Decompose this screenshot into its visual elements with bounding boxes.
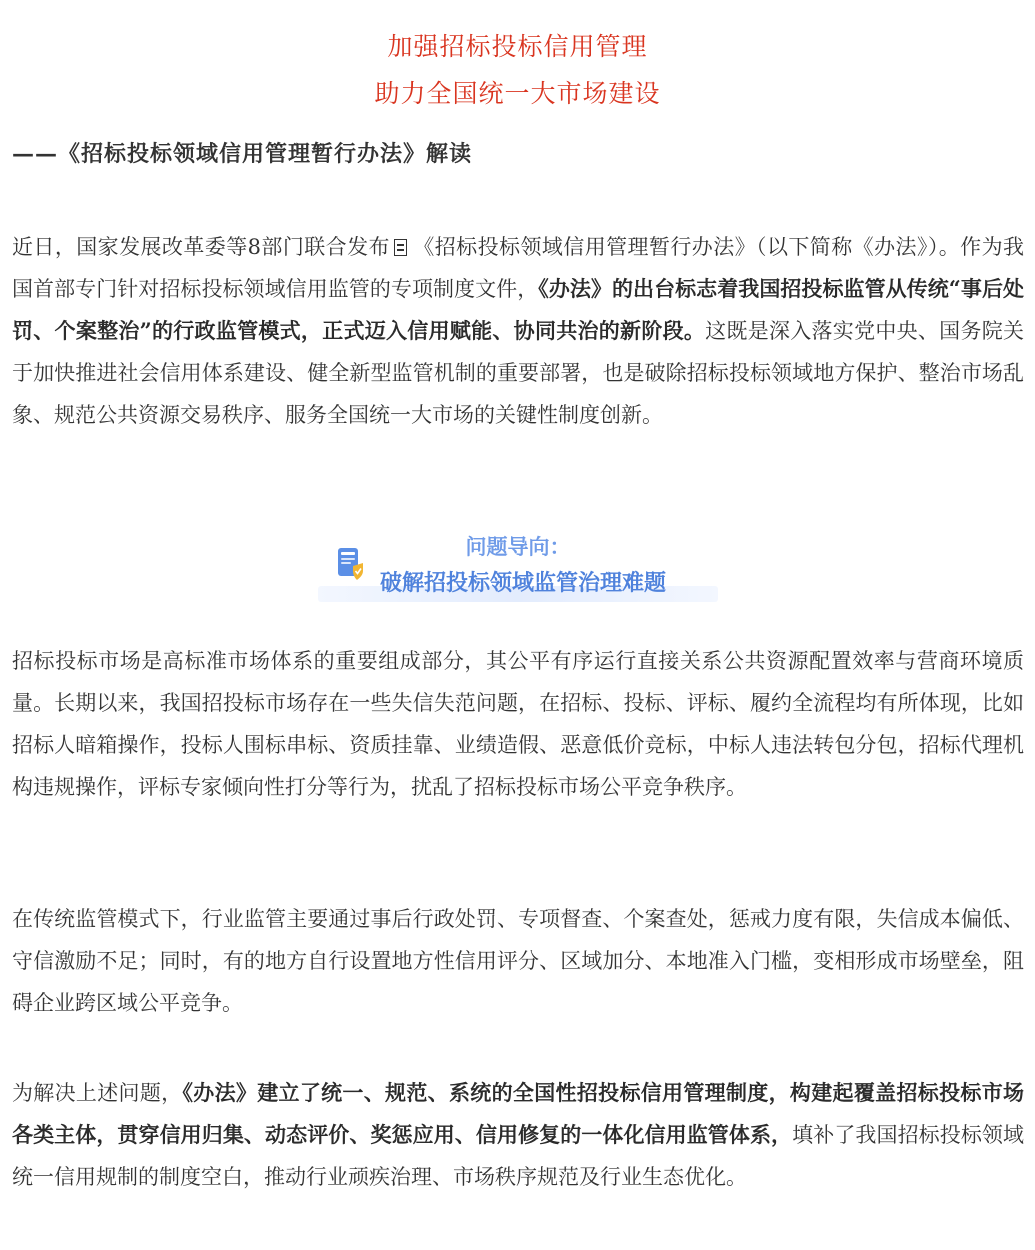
article-title-line-1: 加强招标投标信用管理 — [387, 32, 648, 61]
para4-bold-text: 《办法》建立了统一、规范、系统的全国性招投标信用管理制度，构建起覆盖招标投标市场各类主体，贯穿信用归集、动态评价、奖惩应用、信用修复的一体化信用监管体系， — [12, 1080, 1024, 1147]
article-title-line-2: 助力全国统一大市场建设 — [374, 79, 661, 108]
para4-text-2: 填补了我国招标投标领域统一信用规制的制度空白，推动行业顽疾治理、市场秩序规范及行业生态优化。 — [12, 1123, 1025, 1189]
section-heading-title: 破解招投标领域监管治理难题 — [380, 571, 667, 596]
intro-bold-text: 《办法》的出台标志着我国招投标监管从传统“事后处罚、个案整治”的行政监管模式，正式迈入信用赋能、协同共治的新阶段。 — [12, 276, 1025, 343]
intro-doc-title[interactable]: 《招标投标领域信用管理暂行办法》（以下简称《办法》）。作为我国首部专门针对招标投标领域信用监管的专项制度文件， — [12, 235, 1025, 301]
article-subtitle: ——《招标投标领域信用管理暂行办法》解读 — [12, 141, 473, 167]
para4-text-1: 为解决上述问题， — [12, 1081, 183, 1105]
body-paragraph-3: 在传统监管模式下，行业监管主要通过事后行政处罚、专项督查、个案查处，惩戒力度有限，失信成本偏低、守信激励不足；同时，有的地方自行设置地方性信用评分、区域加分、本地准入门槛，变相形成市场壁垒，阻碍企业跨区域公平竞争。 — [12, 907, 1024, 1015]
section-heading-label: 问题导向： — [465, 535, 571, 559]
intro-paragraph — [12, 226, 1024, 436]
body-paragraph-2: 招标投标市场是高标准市场体系的重要组成部分，其公平有序运行直接关系公共资源配置效率与营商环境质量。长期以来，我国招投标市场存在一些失信失范问题，在招标、投标、评标、履约全流程均有所体现，比如招标人暗箱操作，投标人围标串标、资质挂靠、业绩造假、恶意低价竞标，中标人违法转包分包，招标代理机构违规操作，评标专家倾向性打分等行为，扰乱了招标投标市场公平竞争秩序。 — [12, 649, 1024, 799]
section-heading-banner — [318, 530, 718, 604]
intro-text-3: 这既是深入落实党中央、国务院关于加快推进社会信用体系建设、健全新型监管机制的重要部署，也是破除招标投标领域地方保护、整治市场乱象、规范公共资源交易秩序、服务全国统一大市场的关键性制度创新。 — [12, 319, 1025, 427]
intro-text-1: 近日，国家发展改革委等8部门联合发布 — [12, 235, 390, 259]
body-paragraph-4 — [12, 1072, 1024, 1198]
document-icon — [394, 239, 407, 256]
